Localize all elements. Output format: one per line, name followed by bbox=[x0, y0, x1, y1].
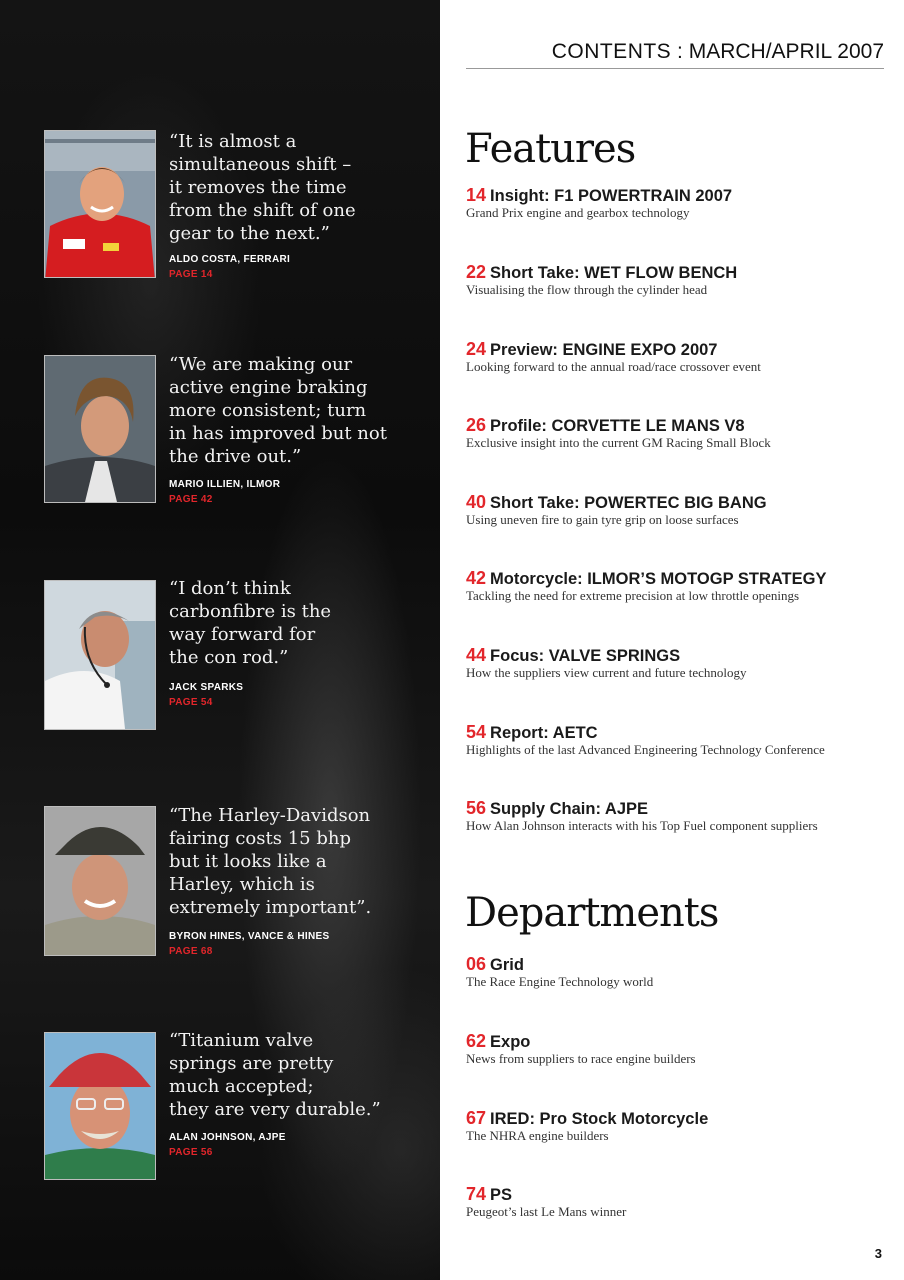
contents-entry[interactable] bbox=[466, 340, 886, 374]
quote-page-ref[interactable]: PAGE 56 bbox=[169, 1147, 213, 1158]
entry-description: How the suppliers view current and future technology bbox=[466, 665, 747, 680]
quote-line: they are very durable.” bbox=[169, 1099, 381, 1120]
entry-description: Grand Prix engine and gearbox technology bbox=[466, 205, 690, 220]
contents-entry[interactable] bbox=[466, 1109, 886, 1143]
entry-description: News from suppliers to race engine builders bbox=[466, 1051, 696, 1066]
quote-line: Harley, which is bbox=[169, 874, 315, 895]
entry-description: Visualising the flow through the cylinder head bbox=[466, 282, 708, 297]
quote-line: from the shift of one bbox=[169, 200, 356, 221]
entry-title: Short Take: POWERTEC BIG BANG bbox=[490, 494, 767, 512]
entry-title: Grid bbox=[490, 956, 524, 974]
entry-page-number: 67 bbox=[466, 1108, 487, 1128]
quote-line: the con rod.” bbox=[169, 647, 289, 668]
departments-heading: Departments bbox=[465, 890, 719, 936]
entry-page-number: 44 bbox=[466, 645, 487, 665]
entry-title: PS bbox=[490, 1186, 513, 1204]
portrait-photo bbox=[44, 355, 156, 503]
quote-line: much accepted; bbox=[169, 1076, 314, 1097]
quote-page-ref[interactable]: PAGE 54 bbox=[169, 697, 213, 708]
entry-description: Tackling the need for extreme precision at low throttle openings bbox=[466, 588, 800, 603]
header-issue-date: MARCH/APRIL 2007 bbox=[688, 40, 884, 63]
quote-line: carbonfibre is the bbox=[169, 601, 332, 622]
quote-line: in has improved but not bbox=[169, 423, 387, 444]
contents-entry[interactable] bbox=[466, 263, 886, 297]
contents-entry[interactable] bbox=[466, 569, 886, 603]
features-heading: Features bbox=[465, 126, 636, 172]
quote-line: “Titanium valve bbox=[169, 1030, 314, 1051]
quote-line: fairing costs 15 bhp bbox=[169, 828, 351, 849]
entry-page-number: 62 bbox=[466, 1031, 487, 1051]
contents-entry[interactable] bbox=[466, 1032, 886, 1066]
entry-page-number: 42 bbox=[466, 568, 487, 588]
quote-line: active engine braking bbox=[169, 377, 368, 398]
entry-description: Exclusive insight into the current GM Racing Small Block bbox=[466, 435, 771, 450]
entry-title: Supply Chain: AJPE bbox=[490, 800, 649, 818]
portrait-photo bbox=[44, 580, 156, 730]
quote-text bbox=[169, 353, 419, 468]
entry-title: IRED: Pro Stock Motorcycle bbox=[490, 1110, 709, 1128]
quote-text bbox=[169, 1029, 419, 1121]
portrait-photo bbox=[44, 130, 156, 278]
portrait-photo bbox=[44, 806, 156, 956]
quote-line: “We are making our bbox=[169, 354, 353, 375]
contents-entry[interactable] bbox=[466, 723, 886, 757]
quote-attribution: ALAN JOHNSON, AJPE bbox=[169, 1132, 286, 1143]
quote-line: “It is almost a bbox=[169, 131, 297, 152]
contents-entry[interactable] bbox=[466, 955, 886, 989]
quotes-panel bbox=[0, 0, 440, 1280]
quote-attribution: MARIO ILLIEN, ILMOR bbox=[169, 479, 281, 490]
quote-page-ref[interactable]: PAGE 68 bbox=[169, 946, 213, 957]
contents-entry[interactable] bbox=[466, 646, 886, 680]
quote-attribution: JACK SPARKS bbox=[169, 682, 244, 693]
quote-text bbox=[169, 577, 419, 669]
entry-title: Preview: ENGINE EXPO 2007 bbox=[490, 341, 718, 359]
quote-text bbox=[169, 130, 419, 245]
contents-header bbox=[466, 40, 884, 69]
quote-line: gear to the next.” bbox=[169, 223, 330, 244]
quote-line: springs are pretty bbox=[169, 1053, 334, 1074]
entry-description: Highlights of the last Advanced Engineering Technology Conference bbox=[466, 742, 825, 757]
quote-attribution: BYRON HINES, VANCE & HINES bbox=[169, 931, 330, 942]
quote-text bbox=[169, 804, 419, 919]
page-number: 3 bbox=[874, 1246, 882, 1261]
entry-description: Using uneven fire to gain tyre grip on loose surfaces bbox=[466, 512, 739, 527]
quote-page-ref[interactable]: PAGE 14 bbox=[169, 269, 213, 280]
entry-title: Short Take: WET FLOW BENCH bbox=[490, 264, 738, 282]
header-separator: : bbox=[671, 40, 689, 63]
quote-line: the drive out.” bbox=[169, 446, 302, 467]
quote-attribution: ALDO COSTA, FERRARI bbox=[169, 254, 291, 265]
entry-description: The NHRA engine builders bbox=[466, 1128, 609, 1143]
quote-line: but it looks like a bbox=[169, 851, 327, 872]
entry-page-number: 22 bbox=[466, 262, 487, 282]
entry-description: The Race Engine Technology world bbox=[466, 974, 654, 989]
entry-title: Profile: CORVETTE LE MANS V8 bbox=[490, 417, 745, 435]
quote-line: way forward for bbox=[169, 624, 316, 645]
contents-entry[interactable] bbox=[466, 493, 886, 527]
quote-line: more consistent; turn bbox=[169, 400, 367, 421]
entry-page-number: 06 bbox=[466, 954, 487, 974]
entry-page-number: 54 bbox=[466, 722, 487, 742]
entry-title: Motorcycle: ILMOR’S MOTOGP STRATEGY bbox=[490, 570, 827, 588]
contents-entry[interactable] bbox=[466, 416, 886, 450]
entry-page-number: 56 bbox=[466, 798, 487, 818]
header-label: CONTENTS bbox=[551, 40, 672, 63]
entry-page-number: 24 bbox=[466, 339, 487, 359]
entry-title: Expo bbox=[490, 1033, 531, 1051]
entry-description: Peugeot’s last Le Mans winner bbox=[466, 1204, 627, 1219]
entry-page-number: 14 bbox=[466, 185, 487, 205]
entry-page-number: 40 bbox=[466, 492, 487, 512]
contents-entry[interactable] bbox=[466, 186, 886, 220]
quote-line: extremely important”. bbox=[169, 897, 372, 918]
quote-line: “I don’t think bbox=[169, 578, 291, 599]
entry-title: Report: AETC bbox=[490, 724, 598, 742]
quote-page-ref[interactable]: PAGE 42 bbox=[169, 494, 213, 505]
entry-page-number: 74 bbox=[466, 1184, 487, 1204]
quote-line: “The Harley-Davidson bbox=[169, 805, 371, 826]
quote-line: it removes the time bbox=[169, 177, 347, 198]
entry-title: Insight: F1 POWERTRAIN 2007 bbox=[490, 187, 733, 205]
quote-line: simultaneous shift – bbox=[169, 154, 352, 175]
entry-description: How Alan Johnson interacts with his Top Fuel component suppliers bbox=[466, 818, 818, 833]
contents-entry[interactable] bbox=[466, 1185, 886, 1219]
entry-page-number: 26 bbox=[466, 415, 487, 435]
entry-title: Focus: VALVE SPRINGS bbox=[490, 647, 681, 665]
portrait-photo bbox=[44, 1032, 156, 1180]
contents-entry[interactable] bbox=[466, 799, 886, 833]
entry-description: Looking forward to the annual road/race crossover event bbox=[466, 359, 761, 374]
